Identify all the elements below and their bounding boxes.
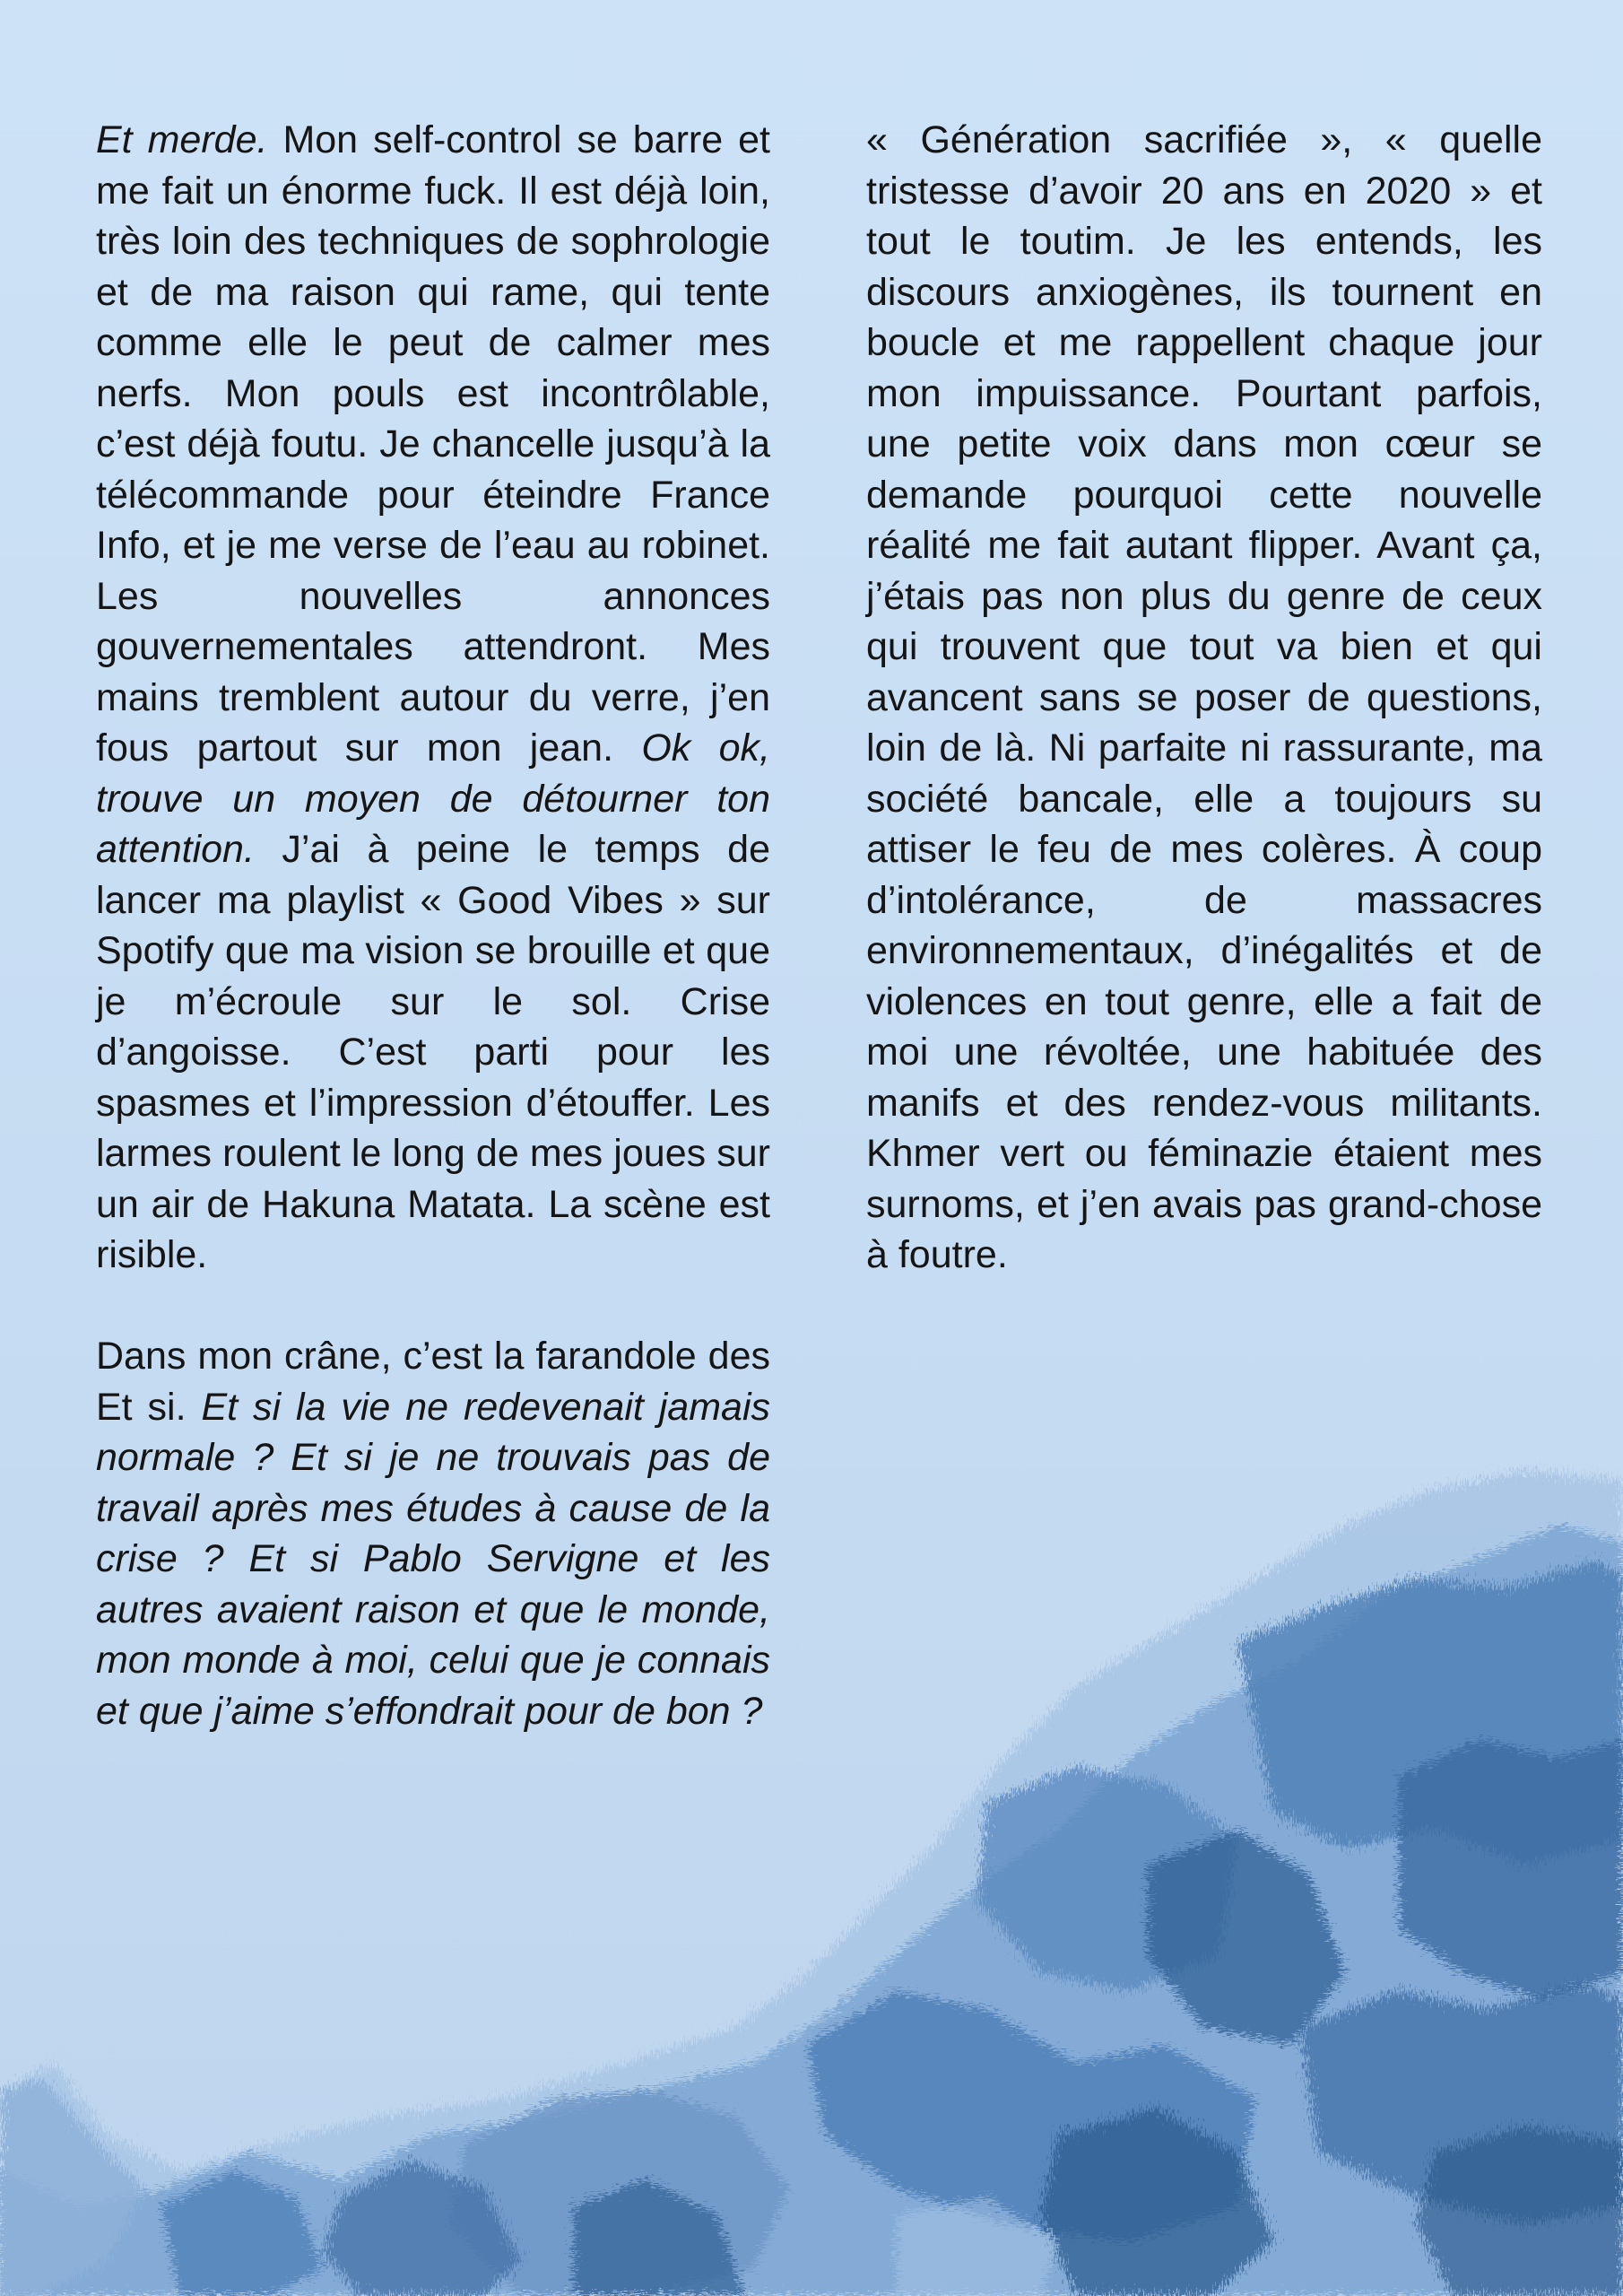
left-text-column bbox=[96, 115, 770, 1736]
italic-inner-thought: Ok ok, trouve un moyen de détourner ton attention. bbox=[96, 726, 770, 871]
paragraph-text: Dans mon crâne, c’est la farandole des Et si. bbox=[96, 1335, 770, 1429]
left-paragraph-2 bbox=[96, 1331, 770, 1736]
paragraph-text: J’ai à peine le temps de lancer ma playlist « Good Vibes » sur Spotify que ma vision se brouille et que je m’écroule sur le sol. Crise d’angoisse. C’est parti pour les spasmes et l’impression d’étouffer. Les larmes roulent le long de mes joues sur un air de Hakuna Matata. La scène est risible. bbox=[96, 828, 770, 1276]
paragraph-text: Mon self-control se barre et me fait un énorme fuck. Il est déjà loin, très loin des techniques de sophrologie et de ma raison qui rame, qui tente comme elle le peut de calmer mes nerfs. Mon pouls est incontrôlable, c’est déjà foutu. Je chancelle jusqu’à la télécommande pour éteindre France Info, et je me verse de l’eau au robinet. Les nouvelles annonces gouvernementales attendront. Mes mains tremblent autour du verre, j’en fous partout sur mon jean. bbox=[96, 118, 770, 770]
right-paragraph-1: « Génération sacrifiée », « quelle tristesse d’avoir 20 ans en 2020 » et tout le toutim. Je les entends, les discours anxiogènes, ils tournent en boucle et me rappellent chaque jour mon impuissance. Pourtant parfois, une petite voix dans mon cœur se demande pourquoi cette nouvelle réalité me fait autant flipper. Avant ça, j’étais pas non plus du genre de ceux qui trouvent que tout va bien et qui avancent sans se poser de questions, loin de là. Ni parfaite ni rassurante, ma société bancale, elle a toujours su attiser le feu de mes colères. À coup d’intolérance, de massacres environnementaux, d’inégalités et de violences en tout genre, elle a fait de moi une révoltée, une habituée des manifs et des rendez-vous militants. Khmer vert ou féminazie étaient mes surnoms, et j’en avais pas grand-chose à foutre. bbox=[866, 118, 1542, 1276]
left-paragraph-1 bbox=[96, 115, 770, 1281]
italic-exclamation: Et merde. bbox=[96, 118, 268, 161]
right-text-column bbox=[866, 115, 1542, 1281]
italic-questions: Et si la vie ne redevenait jamais normale ? Et si je ne trouvais pas de travail après mes études à cause de la crise ? Et si Pablo Servigne et les autres avaient raison et que le monde, mon monde à moi, celui que je connais et que j’aime s’effondrait pour de bon ? bbox=[96, 1385, 770, 1733]
